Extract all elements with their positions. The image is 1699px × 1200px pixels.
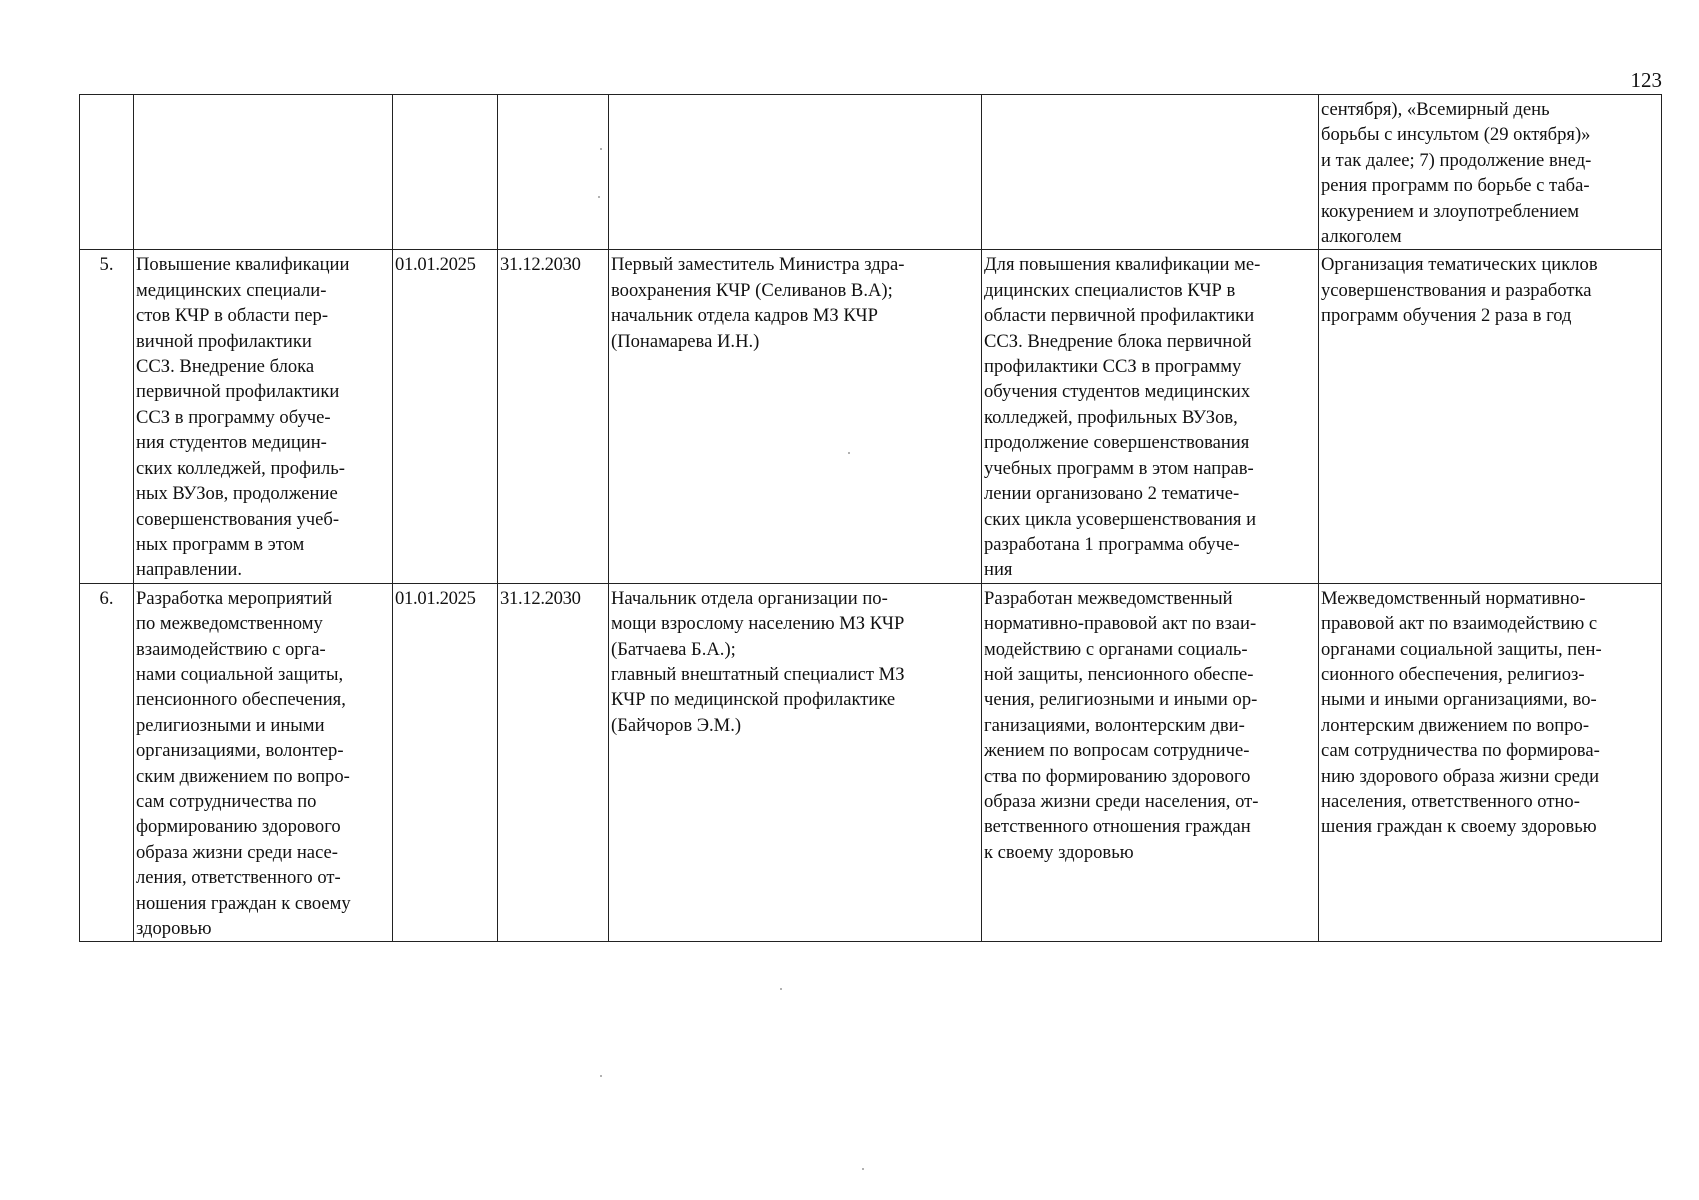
- scan-speck: [848, 452, 850, 454]
- measures-table: [79, 94, 1662, 942]
- start-date-cell: 01.01.2025: [393, 583, 498, 942]
- end-date-cell: 31.12.2030: [498, 583, 609, 942]
- scan-speck: [600, 1075, 602, 1077]
- indicator-cell: Организация тематических циклов усовершенствования и разработка программ обучения 2 раза в год: [1319, 250, 1662, 583]
- responsible-cell: [609, 95, 982, 250]
- start-date-cell: 01.01.2025: [393, 250, 498, 583]
- table-row: [80, 95, 1662, 250]
- table-row: [80, 250, 1662, 583]
- page-number: 123: [1630, 68, 1662, 92]
- row-number-cell: 5.: [80, 250, 134, 583]
- result-cell: Для повышения квалификации ме- дицинских специалистов КЧР в области первичной профилактики ССЗ. Внедрение блока первичной профилактики ССЗ в программу обучения студентов медицинских колледжей, профильных ВУЗов, продолжение совершенствования учебных программ в этом направ- лении организовано 2 тематиче- ских цикла усовершенствования и разработана 1 программа обуче- ния: [982, 250, 1319, 583]
- row-number-cell: 6.: [80, 583, 134, 942]
- responsible-cell: Начальник отдела организации по- мощи взрослому населению МЗ КЧР (Батчаева Б.А.); главный внештатный специалист МЗ КЧР по медицинской профилактике (Байчоров Э.М.): [609, 583, 982, 942]
- responsible-cell: Первый заместитель Министра здра- воохранения КЧР (Селиванов В.А); начальник отдела кадров МЗ КЧР (Понамарева И.Н.): [609, 250, 982, 583]
- measure-cell: Повышение квалификации медицинских специали- стов КЧР в области пер- вичной профилактики ССЗ. Внедрение блока первичной профилактики ССЗ в программу обуче- ния студентов медицин- ских колледжей, профиль- ных ВУЗов, продолжение совершенствования учеб- ных программ в этом направлении.: [134, 250, 393, 583]
- indicator-cell: сентября), «Всемирный день борьбы с инсультом (29 октября)» и так далее; 7) продолжение внед- рения программ по борьбе с таба- кокурением и злоупотреблением алкоголем: [1319, 95, 1662, 250]
- result-cell: Разработан межведомственный нормативно-правовой акт по взаи- модействию с органами социаль- ной защиты, пенсионного обеспе- чения, религиозными и иными ор- ганизациями, волонтерским дви- жением по вопросам сотрудниче- ства по формированию здорового образа жизни среди населения, от- ветственного отношения граждан к своему здоровью: [982, 583, 1319, 942]
- table-row: [80, 583, 1662, 942]
- end-date-cell: [498, 95, 609, 250]
- scan-speck: [862, 1168, 864, 1170]
- end-date-cell: 31.12.2030: [498, 250, 609, 583]
- scan-speck: [600, 148, 602, 150]
- measure-cell: [134, 95, 393, 250]
- measure-cell: Разработка мероприятий по межведомственному взаимодействию с орга- нами социальной защиты, пенсионного обеспечения, религиозными и иными организациями, волонтер- ским движением по вопро- сам сотрудничества по формированию здорового образа жизни среди насе- ления, ответственного от- ношения граждан к своему здоровью: [134, 583, 393, 942]
- scan-speck: [780, 988, 782, 990]
- indicator-cell: Межведомственный нормативно- правовой акт по взаимодействию с органами социальной защиты, пен- сионного обеспечения, религиоз- ными и иными организациями, во- лонтерским движением по вопро- сам сотрудничества по формирова- нию здорового образа жизни среди населения, ответственного отно- шения граждан к своему здоровью: [1319, 583, 1662, 942]
- row-number-cell: [80, 95, 134, 250]
- start-date-cell: [393, 95, 498, 250]
- result-cell: [982, 95, 1319, 250]
- scan-speck: [598, 196, 600, 198]
